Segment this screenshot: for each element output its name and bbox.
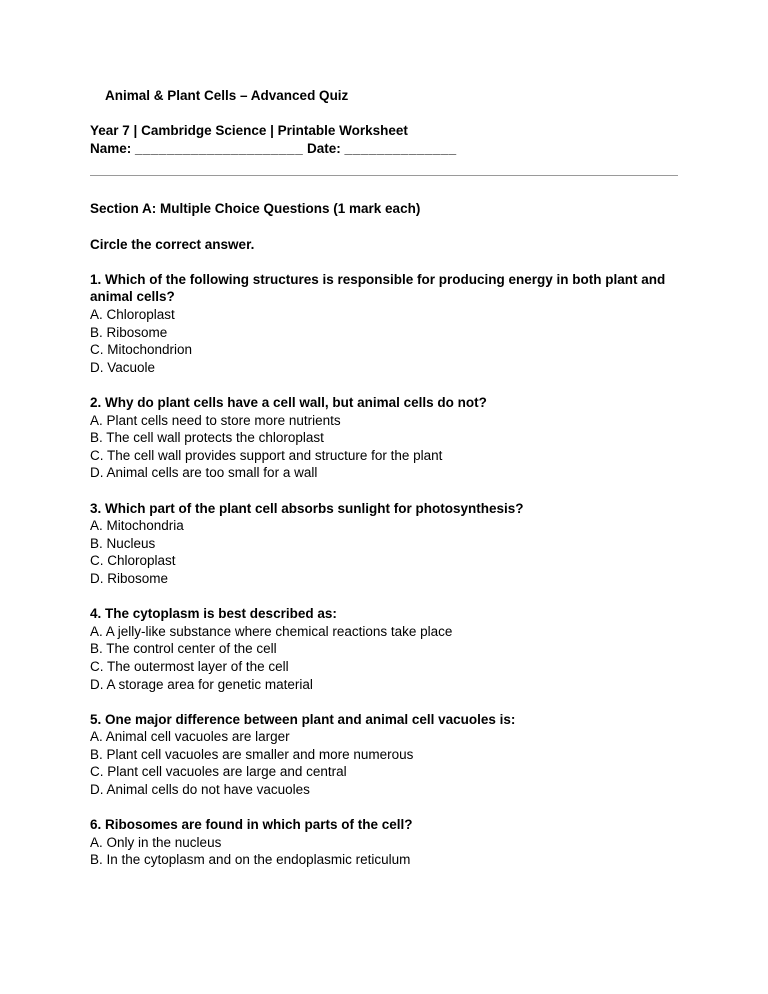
question-prompt: 5. One major difference between plant and animal cell vacuoles is: — [90, 711, 516, 727]
question-block-2 — [90, 394, 680, 482]
question-option: D. A storage area for genetic material — [90, 676, 313, 692]
question-block-4 — [90, 605, 680, 693]
question-option: D. Animal cells are too small for a wall — [90, 465, 318, 481]
instruction-text: Circle the correct answer. — [90, 236, 255, 252]
question-prompt: 3. Which part of the plant cell absorbs sunlight for photosynthesis? — [90, 500, 524, 516]
question-prompt: 1. Which of the following structures is responsible for producing energy in both plant and animal cells? — [90, 271, 666, 305]
question-option: A. Animal cell vacuoles are larger — [90, 729, 290, 745]
date-blank: ______________ — [344, 140, 457, 156]
question-option: D. Ribosome — [90, 570, 169, 586]
question-option: B. Ribosome — [90, 324, 168, 340]
name-blank: _____________________ — [135, 140, 304, 156]
name-label: Name: — [90, 140, 132, 156]
question-option: A. A jelly-like substance where chemical reactions take place — [90, 623, 453, 639]
question-prompt: 2. Why do plant cells have a cell wall, but animal cells do not? — [90, 395, 487, 410]
name-date-line — [90, 140, 680, 158]
worksheet-subtitle: Year 7 | Cambridge Science | Printable Worksheet — [90, 123, 408, 139]
question-option: A. Mitochondria — [90, 518, 184, 534]
question-option: C. The cell wall provides support and structure for the plant — [90, 447, 443, 463]
question-option: D. Vacuole — [90, 359, 156, 375]
question-option: A. Plant cells need to store more nutrients — [90, 412, 341, 428]
question-option: B. The control center of the cell — [90, 641, 277, 657]
question-prompt: 6. Ribosomes are found in which parts of the cell? — [90, 817, 413, 833]
question-option: C. Plant cell vacuoles are large and central — [90, 764, 347, 780]
date-label: Date: — [306, 140, 341, 156]
section-heading: Section A: Multiple Choice Questions (1 mark each) — [90, 201, 421, 217]
page-title: Animal & Plant Cells – Advanced Quiz — [105, 88, 349, 103]
question-block-3 — [90, 500, 680, 588]
question-option: B. Plant cell vacuoles are smaller and more numerous — [90, 746, 414, 762]
question-option: A. Only in the nucleus — [90, 834, 222, 850]
question-option: D. Animal cells do not have vacuoles — [90, 782, 310, 798]
question-option: B. Nucleus — [90, 535, 156, 551]
question-option: B. In the cytoplasm and on the endoplasmic reticulum — [90, 852, 411, 868]
header-divider — [90, 175, 678, 176]
question-block-6 — [90, 816, 680, 869]
question-block-1 — [90, 271, 680, 377]
question-option: B. The cell wall protects the chloroplast — [90, 430, 324, 446]
question-prompt: 4. The cytoplasm is best described as: — [90, 606, 337, 622]
question-option: C. The outermost layer of the cell — [90, 658, 289, 674]
question-option: C. Chloroplast — [90, 553, 176, 569]
question-option: C. Mitochondrion — [90, 342, 193, 358]
question-block-5 — [90, 711, 680, 799]
question-option: A. Chloroplast — [90, 307, 175, 323]
